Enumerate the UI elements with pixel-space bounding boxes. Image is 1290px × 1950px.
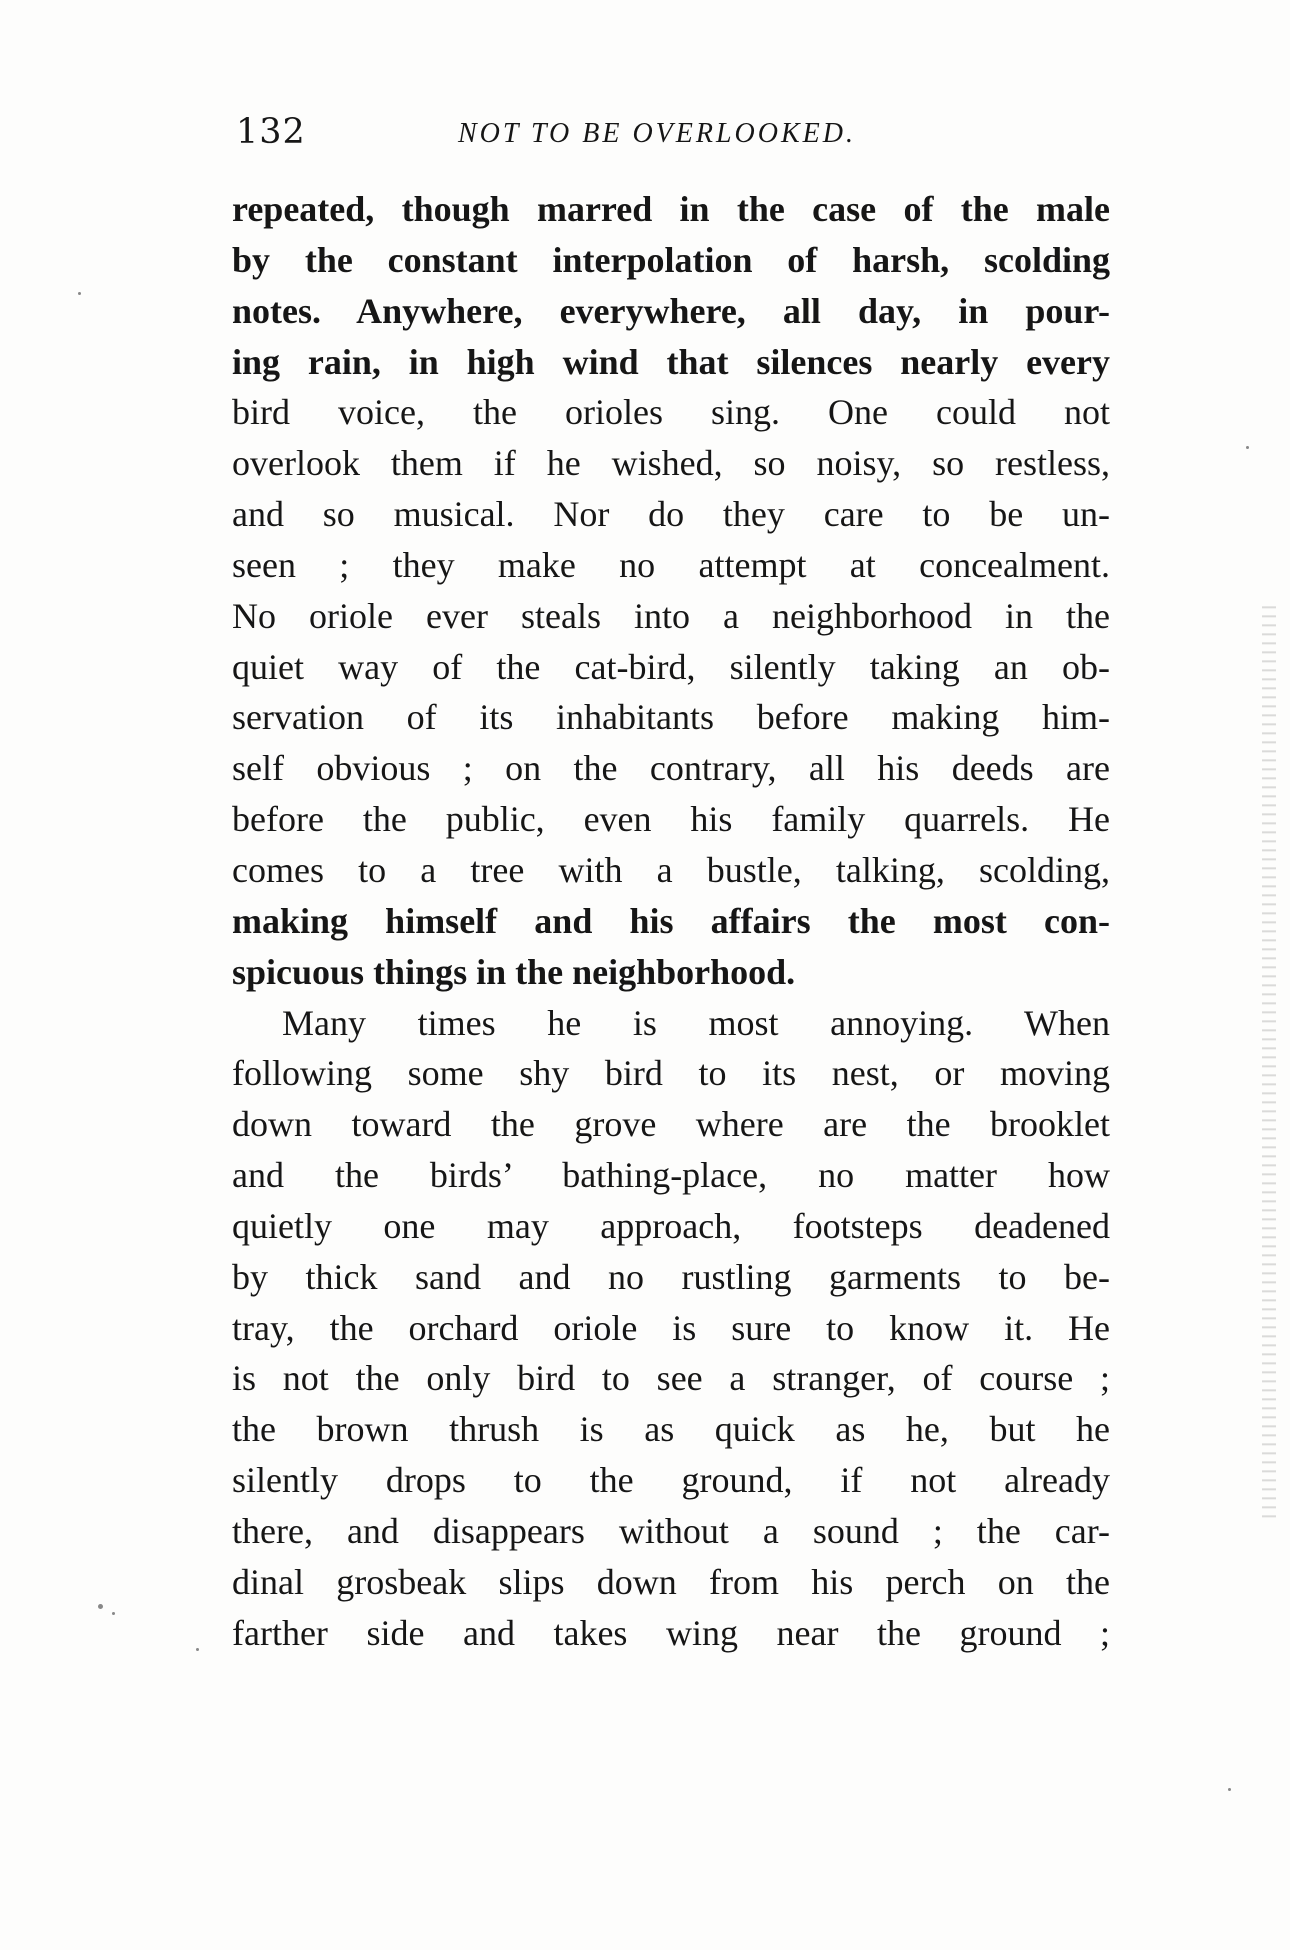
scan-speck — [196, 1648, 199, 1651]
scan-speck — [1246, 446, 1249, 449]
text-line: self obvious ; on the contrary, all his deeds are — [232, 748, 1110, 789]
text-line: quietly one may approach, footsteps deadened — [232, 1205, 1110, 1246]
text-line: notes. Anywhere, everywhere, all day, in pour- — [232, 290, 1110, 331]
text-line: seen ; they make no attempt at concealment. — [232, 544, 1110, 585]
page-number: 132 — [236, 112, 306, 152]
text-line: following some shy bird to its nest, or moving — [232, 1053, 1110, 1094]
text-line: quiet way of the cat-bird, silently taking an ob- — [232, 646, 1110, 687]
text-line: by thick sand and no rustling garments to be- — [232, 1256, 1110, 1297]
text-line: ing rain, in high wind that silences nearly every — [232, 341, 1110, 382]
scan-speck — [112, 1612, 115, 1615]
scan-edge-noise — [1262, 600, 1276, 1520]
text-line: tray, the orchard oriole is sure to know it. He — [232, 1307, 1110, 1348]
text-line: by the constant interpolation of harsh, scolding — [232, 239, 1110, 280]
text-line: servation of its inhabitants before making him- — [232, 697, 1110, 738]
text-line: and so musical. Nor do they care to be un- — [232, 494, 1110, 535]
text-line: bird voice, the orioles sing. One could not — [232, 392, 1110, 433]
running-title: NOT TO BE OVERLOOKED. — [458, 118, 857, 149]
text-line: repeated, though marred in the case of the male — [232, 189, 1110, 229]
text-line: No oriole ever steals into a neighborhood in the — [232, 595, 1110, 636]
text-line: spicuous things in the neighborhood. — [232, 951, 796, 992]
page-header — [236, 112, 1114, 162]
text-line: making himself and his affairs the most con- — [232, 900, 1110, 941]
text-line: before the public, even his family quarrels. He — [232, 799, 1110, 840]
body-text — [232, 184, 1110, 1658]
scan-speck — [78, 292, 81, 295]
text-line: the brown thrush is as quick as he, but he — [232, 1409, 1110, 1450]
scan-speck — [1228, 1788, 1231, 1791]
paragraph-1 — [232, 184, 1110, 998]
text-line: there, and disappears without a sound ; the car- — [232, 1510, 1110, 1551]
text-line: down toward the grove where are the brooklet — [232, 1104, 1110, 1145]
text-line: overlook them if he wished, so noisy, so restless, — [232, 443, 1110, 484]
text-line: farther side and takes wing near the ground ; — [232, 1612, 1110, 1653]
text-line: and the birds’ bathing-place, no matter how — [232, 1155, 1110, 1196]
paragraph-2 — [232, 998, 1110, 1659]
text-line: comes to a tree with a bustle, talking, scolding, — [232, 849, 1110, 890]
text-line: silently drops to the ground, if not already — [232, 1460, 1110, 1501]
text-line: is not the only bird to see a stranger, of course ; — [232, 1358, 1110, 1399]
text-line: dinal grosbeak slips down from his perch on the — [232, 1561, 1110, 1602]
scan-speck — [98, 1604, 103, 1609]
text-line: Many times he is most annoying. When — [282, 1002, 1110, 1043]
